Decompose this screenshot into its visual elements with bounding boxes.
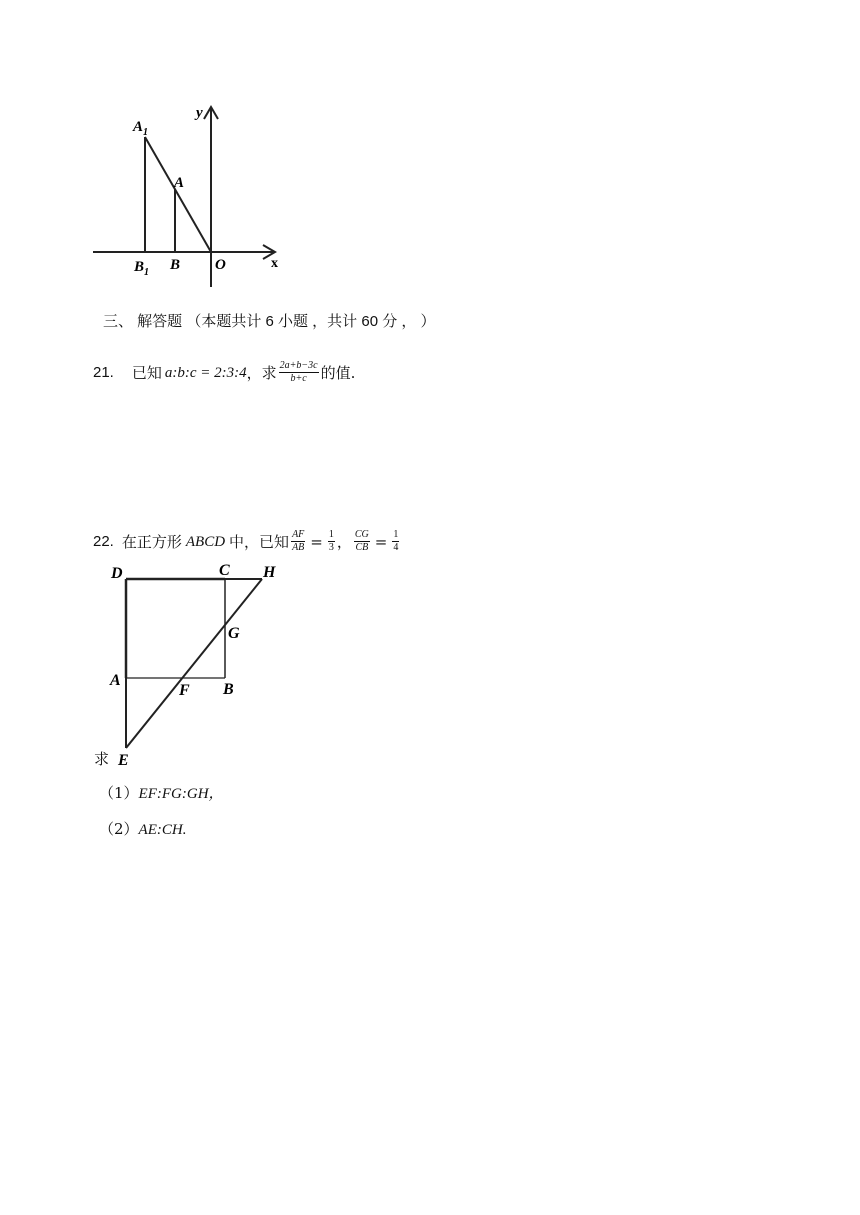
- segment-A1O: [145, 137, 211, 252]
- fraction-denominator: 4: [393, 542, 399, 553]
- label-H: H: [263, 564, 276, 581]
- q21-ask: ，求: [246, 363, 277, 382]
- fraction-numerator: AF: [292, 529, 305, 540]
- fraction-denominator: AB: [292, 542, 305, 553]
- q22-fraction-one-quarter: [392, 529, 399, 554]
- q22-mid: 中，已知: [229, 532, 290, 551]
- q22-square: ABCD: [185, 533, 226, 550]
- label-A1: $A_1$: [133, 119, 149, 138]
- fraction-numerator: 1: [328, 529, 334, 540]
- fraction-numerator: CG: [354, 529, 369, 540]
- equals-sign: =: [374, 532, 388, 551]
- fraction-numerator: 1: [393, 529, 399, 540]
- label-D: D: [111, 565, 123, 582]
- label-C: C: [219, 562, 230, 579]
- q21-suffix: 的值.: [320, 363, 356, 382]
- fraction-numerator: 2a+b−3c: [279, 360, 318, 371]
- label-x: x: [271, 256, 278, 271]
- q22-ask: 求: [94, 750, 110, 768]
- question-22: [93, 529, 401, 554]
- label-F: F: [179, 682, 190, 699]
- fraction-denominator: 3: [328, 542, 334, 553]
- label-y: y: [196, 105, 203, 121]
- label-A: A: [110, 672, 121, 689]
- figure-similar-triangles-axes: [85, 95, 295, 295]
- q22-part-2: [99, 819, 186, 840]
- segment-EH: [126, 579, 262, 748]
- label-B1: $B_1$: [134, 259, 150, 278]
- section-heading: 三、 解答题 （本题共计 6 小题 ，共计 60 分 ， ）: [103, 313, 436, 330]
- q22-part-1: [99, 783, 224, 804]
- fraction-denominator: CB: [355, 542, 369, 553]
- fraction-denominator: b+c: [290, 373, 307, 384]
- q21-fraction: [279, 360, 319, 385]
- equals-sign: =: [310, 532, 323, 551]
- question-21: [93, 360, 355, 385]
- part-expression: AE:CH.: [138, 822, 187, 838]
- separator: ，: [336, 532, 352, 551]
- q22-fraction-af-ab: [291, 529, 305, 554]
- part-expression: EF:FG:GH，: [138, 786, 224, 802]
- q22-prefix: 在正方形: [121, 532, 182, 551]
- label-A: A: [174, 175, 185, 191]
- part-number: （2）: [99, 820, 139, 838]
- label-B: B: [170, 257, 181, 273]
- q21-ratio: a:b:c = 2:3:4: [164, 364, 247, 381]
- q22-fraction-cg-cb: [354, 529, 370, 554]
- label-G: G: [228, 625, 240, 642]
- label-E: E: [118, 752, 129, 769]
- q21-prefix: 已知: [131, 363, 162, 382]
- label-B: B: [223, 681, 234, 698]
- part-number: （1）: [99, 784, 139, 802]
- question-number: 22.: [93, 532, 114, 550]
- figure-square-abcd: [100, 558, 300, 773]
- label-O: O: [215, 257, 226, 273]
- question-number: 21.: [93, 363, 114, 381]
- q22-fraction-one-third: [328, 529, 335, 554]
